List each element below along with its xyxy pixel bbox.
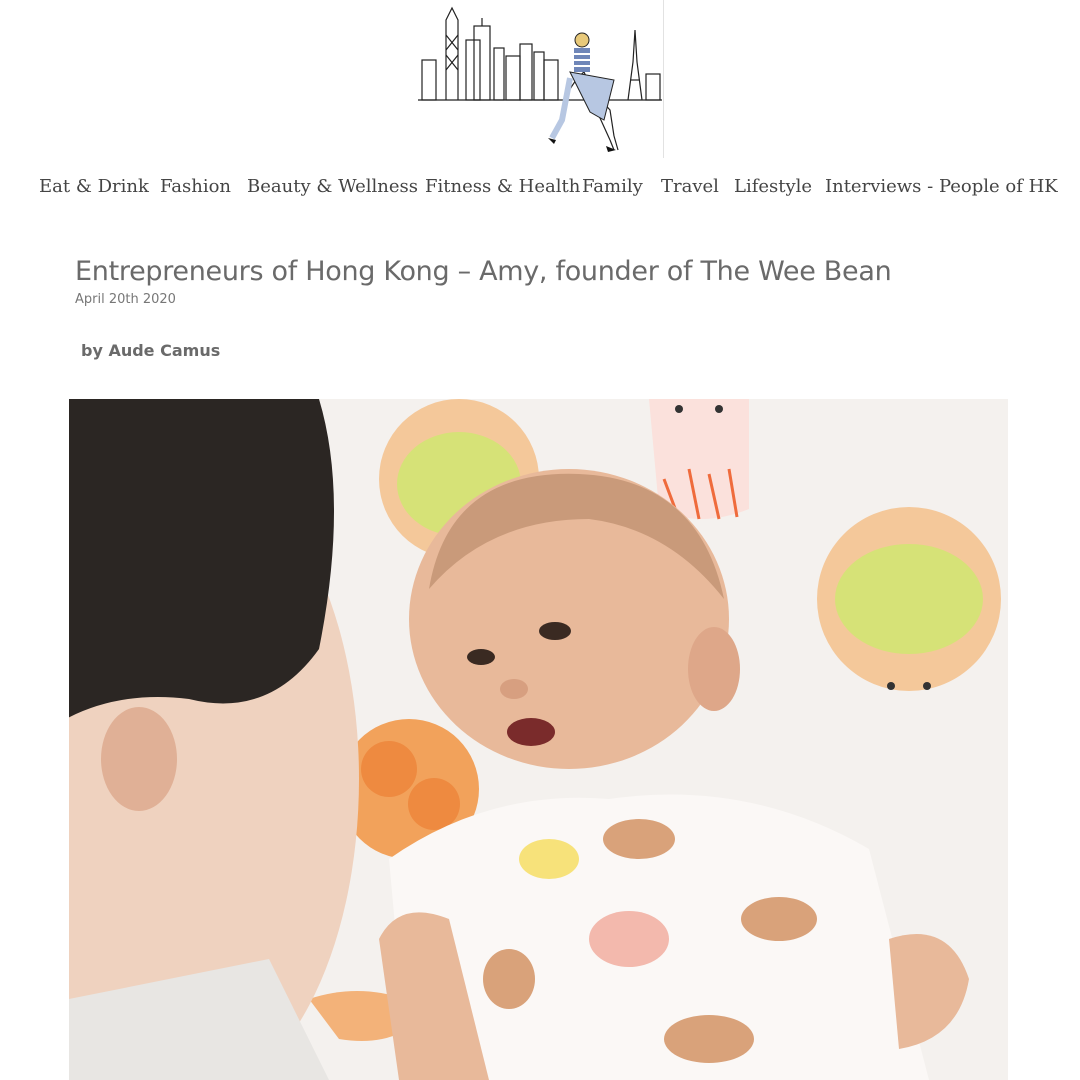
baby-photo-illustration xyxy=(69,399,1008,1080)
skyline-logo-icon xyxy=(414,0,664,158)
article-byline: by Aude Camus xyxy=(81,341,221,360)
nav-item-travel[interactable]: Travel xyxy=(661,176,719,197)
article-date: April 20th 2020 xyxy=(75,292,176,307)
main-nav xyxy=(0,176,1080,206)
mother-silhouette xyxy=(69,399,359,1080)
article-title: Entrepreneurs of Hong Kong – Amy, founder of The Wee Bean xyxy=(75,256,892,287)
nav-item-family[interactable]: Family xyxy=(582,176,643,197)
site-logo[interactable] xyxy=(414,0,664,158)
nav-item-eat-drink[interactable]: Eat & Drink xyxy=(39,176,149,197)
nav-item-fitness-health[interactable]: Fitness & Health xyxy=(425,176,581,197)
nav-item-lifestyle[interactable]: Lifestyle xyxy=(734,176,813,197)
nav-item-fashion[interactable]: Fashion xyxy=(160,176,232,197)
nav-item-interviews[interactable]: Interviews - People of HK xyxy=(825,176,1058,197)
logo-divider xyxy=(663,0,664,158)
hero-photo xyxy=(69,399,1008,1080)
egg-tart-print-2 xyxy=(817,507,1001,691)
nav-item-beauty-wellness[interactable]: Beauty & Wellness xyxy=(247,176,418,197)
